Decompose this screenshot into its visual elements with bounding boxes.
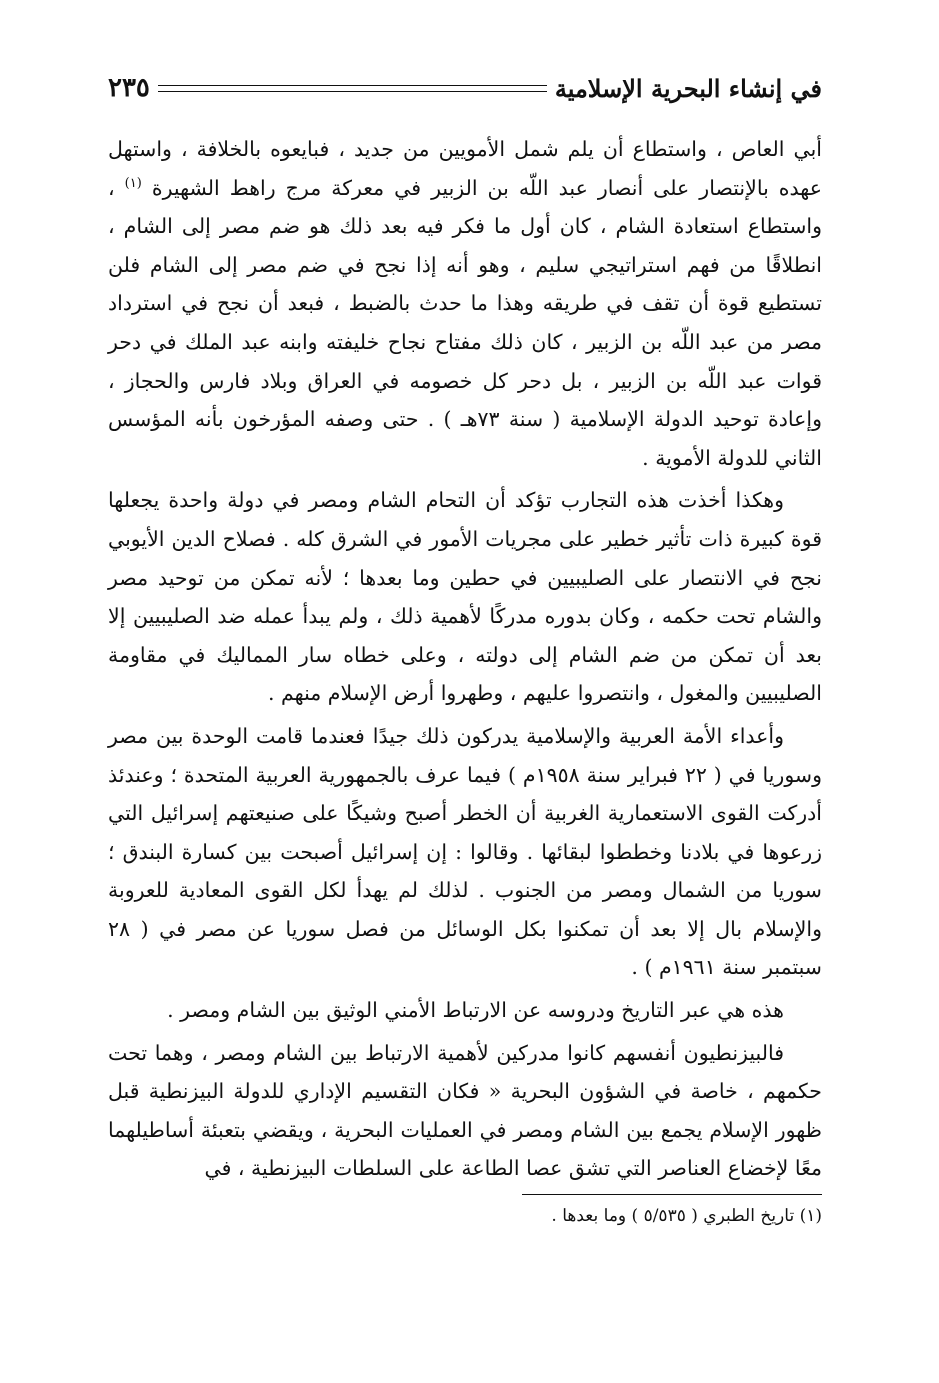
paragraph-2: وهكذا أخذت هذه التجارب تؤكد أن التحام الشام ومصر في دولة واحدة يجعلها قوة كبيرة ذات تأثير خطير على مجريات الأمور في الشرق كله . فصلاح الدين الأيوبي نجح في الانتصار على الصليبيين في حطين وما بعدها ؛ لأنه تمكن من توحيد مصر والشام تحت حكمه ، وكان بدوره مدركًا لأهمية ذلك ، ولم يبدأ عمله ضد الصليبيين إلا بعد أن تمكن من ضم الشام إلى دولته ، وعلى خطاه سار المماليك في مقاومة الصليبيين والمغول ، وانتصروا عليهم ، وطهروا أرض الإسلام منهم .: [108, 488, 822, 706]
chapter-title: في إنشاء البحرية الإسلامية: [554, 73, 822, 103]
footnote-1: (١) تاريخ الطبري ( ٥/٥٣٥ ) وما بعدها .: [551, 1206, 822, 1227]
paragraph-1-continuation: ، واستطاع استعادة الشام ، كان أول ما فكر فيه بعد ذلك هو ضم مصر إلى الشام ، انطلاقًا من فهم استراتيجي سليم ، وهو أنه إذا نجح في ضم مصر إلى الشام فلن تستطيع قوة أن تقف في طريقه وهذا ما حدث بالضبط ، فبعد أن نجح في استرداد مصر من عبد اللّه بن الزبير ، كان ذلك مفتاح نجاح خليفته وابنه عبد الملك في دحر قوات عبد اللّه بن الزبير ، بل دحر كل خصومه في العراق وبلاد فارس والحجاز ، وإعادة توحيد الدولة الإسلامية ( سنة ٧٣هـ ) . حتى وصفه المؤرخون بأنه المؤسس الثاني للدولة الأموية .: [108, 175, 822, 470]
footnote-separator: [522, 1194, 822, 1195]
page-number: ٢٣٥: [108, 73, 150, 103]
body-text: [108, 130, 822, 1188]
paragraph-1-text: أبي العاص ، واستطاع أن يلم شمل الأمويين من جديد ، فبايعوه بالخلافة ، واستهل عهده بالإنتصار على أنصار عبد اللّه بن الزبير في معركة مرج راهط الشهيرة: [108, 137, 822, 200]
paragraph-5: فالبيزنطيون أنفسهم كانوا مدركين لأهمية الارتباط بين الشام ومصر ، وهما تحت حكمهم ، خاصة في الشؤون البحرية « فكان التقسيم الإداري للدولة البيزنطية قبل ظهور الإسلام يجمع بين الشام ومصر في العمليات البحرية ، ويقضي بتعبئة أساطيلهما معًا لإخضاع العناصر التي تشق عصا الطاعة على السلطات البيزنطية ، في: [108, 1040, 822, 1181]
paragraph-1: [108, 130, 822, 477]
header-double-rule: [158, 85, 547, 92]
paragraph-3: وأعداء الأمة العربية والإسلامية يدركون ذلك جيدًا فعندما قامت الوحدة بين مصر وسوريا في ( ٢٢ فبراير سنة ١٩٥٨م ) فيما عرف بالجمهورية العربية المتحدة ؛ وعندئذ أدركت القوى الاستعمارية الغربية أن الخطر أصبح وشيكًا على صنيعتهم إسرائيل التي زرعوها في بلادنا وخططوا لبقائها . وقالوا : إن إسرائيل أصبحت بين كسارة البندق ؛ سوريا من الشمال ومصر من الجنوب . لذلك لم يهدأ لكل القوى المعادية للعروبة والإسلام بال إلا بعد أن تمكنوا بكل الوسائل من فصل سوريا عن مصر في ( ٢٨ سبتمبر سنة ١٩٦١م ) .: [108, 723, 823, 980]
paragraph-4: هذه هي عبر التاريخ ودروسه عن الارتباط الأمني الوثيق بين الشام ومصر .: [167, 998, 784, 1023]
running-header: [108, 68, 822, 108]
book-page: [108, 68, 822, 1358]
footnote-reference: (١): [124, 175, 142, 191]
